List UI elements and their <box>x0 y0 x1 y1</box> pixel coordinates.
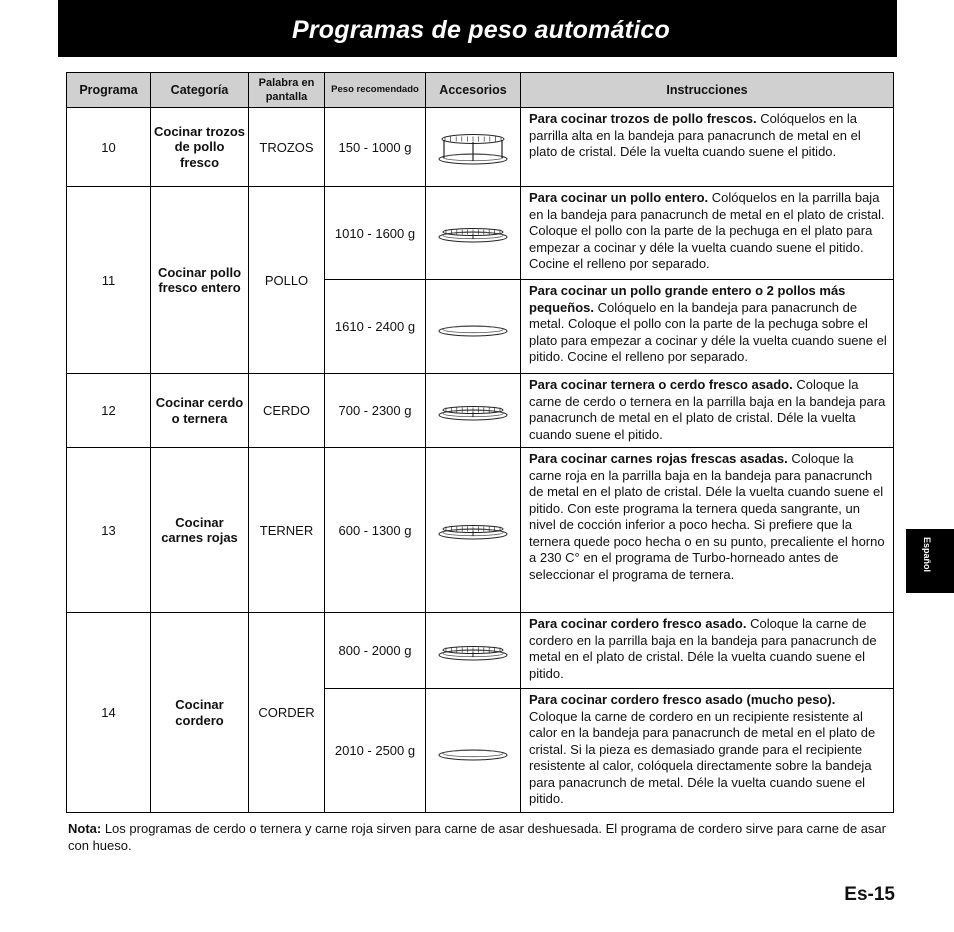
header-categoria: Categoría <box>151 73 249 108</box>
categoria-cell: Cocinar trozos de pollo fresco <box>151 108 249 187</box>
low-rack-on-tray-icon <box>435 631 511 671</box>
instruction-heading: Para cocinar un pollo entero. <box>529 190 709 205</box>
low-rack-on-tray-icon <box>435 213 511 253</box>
language-tab <box>906 529 954 593</box>
instruction-text: Colóquelos en la parrilla alta en la bandeja para panacrunch de metal en el plato de cristal. Déle la vuelta cuando suene el pitido. <box>529 111 861 159</box>
instruction-text: Coloque la carne de cordero en la parrilla baja en la bandeja para panacrunch de metal en el plato de cristal. Déle la vuelta cuando suene el pitido. <box>529 616 877 681</box>
note-text: Los programas de cerdo o ternera y carne roja sirven para carne de asar deshuesada. El programa de cordero sirve para carne de asar con hueso. <box>68 821 886 853</box>
header-programa: Programa <box>67 73 151 108</box>
table-row <box>67 108 894 187</box>
instruction-text: Colóquelo en la bandeja para panacrunch de metal. Coloque el pollo con la parte de la pechuga sobre el plato para empezar a cocinar y déle la vuelta cuando suene el pitido. Cocine el relleno por separado. <box>529 299 887 364</box>
page-title: Programas de peso automático <box>292 16 670 44</box>
header-palabra: Palabra en pantalla <box>249 73 325 108</box>
instruction-heading: Para cocinar cordero fresco asado (mucho peso). <box>529 692 836 707</box>
table-header-row <box>67 73 894 108</box>
palabra-cell: TERNER <box>249 448 325 613</box>
palabra-cell: TROZOS <box>249 108 325 187</box>
accesorios-cell <box>426 613 521 689</box>
accesorios-cell <box>426 108 521 187</box>
high-rack-on-tray-icon <box>435 127 511 167</box>
palabra-cell: POLLO <box>249 187 325 374</box>
instruction-heading: Para cocinar ternera o cerdo fresco asado. <box>529 377 793 392</box>
table-row <box>67 187 894 280</box>
table-body <box>67 108 894 813</box>
programa-cell: 12 <box>67 374 151 448</box>
instrucciones-cell <box>521 689 894 813</box>
header-accesorios: Accesorios <box>426 73 521 108</box>
instruction-heading: Para cocinar un pollo grande entero o 2 pollos más pequeños. <box>529 283 846 315</box>
accesorios-cell <box>426 689 521 813</box>
instruction-text: Coloque la carne roja en la parrilla baja en la bandeja para panacrunch de metal en el plato de cristal. Déle la vuelta cuando suene el pitido. Con este programa la ternera queda sangrante, un nivel de cocción inferior a poco hecha. Si prefiere que la ternera quede poco hecha o en su punto, precaliente el horno a 230 C° en el programa de Turbo-horneado antes de seleccionar el programa de ternera. <box>529 451 885 582</box>
peso-cell: 150 - 1000 g <box>325 108 426 187</box>
programa-cell: 14 <box>67 613 151 813</box>
palabra-cell: CORDER <box>249 613 325 813</box>
programa-cell: 10 <box>67 108 151 187</box>
instruction-text: Coloque la carne de cerdo o ternera en la parrilla baja en la bandeja para panacrunch de metal en el plato de cristal. Déle la vuelta cuando suene el pitido. <box>529 377 886 442</box>
header-peso: Peso recomendado <box>325 73 426 108</box>
accesorios-cell <box>426 448 521 613</box>
instrucciones-cell <box>521 374 894 448</box>
instrucciones-cell <box>521 448 894 613</box>
categoria-cell: Cocinar pollo fresco entero <box>151 187 249 374</box>
table-row <box>67 613 894 689</box>
programa-cell: 13 <box>67 448 151 613</box>
instrucciones-cell <box>521 108 894 187</box>
categoria-cell: Cocinar cordero <box>151 613 249 813</box>
page-number: Es-15 <box>844 884 895 905</box>
tray-only-icon <box>435 307 511 347</box>
note-label: Nota: <box>68 821 102 836</box>
header-instrucciones: Instrucciones <box>521 73 894 108</box>
instrucciones-cell <box>521 280 894 374</box>
palabra-cell: CERDO <box>249 374 325 448</box>
language-tab-label: Español <box>922 537 932 573</box>
accesorios-cell <box>426 374 521 448</box>
programs-table <box>66 72 894 813</box>
table-row <box>67 374 894 448</box>
accesorios-cell <box>426 187 521 280</box>
table-row <box>67 448 894 613</box>
low-rack-on-tray-icon <box>435 510 511 550</box>
instruction-heading: Para cocinar carnes rojas frescas asadas. <box>529 451 788 466</box>
instrucciones-cell <box>521 613 894 689</box>
accesorios-cell <box>426 280 521 374</box>
instruction-heading: Para cocinar cordero fresco asado. <box>529 616 747 631</box>
peso-cell: 700 - 2300 g <box>325 374 426 448</box>
categoria-cell: Cocinar cerdo o ternera <box>151 374 249 448</box>
title-bar <box>58 0 897 57</box>
programa-cell: 11 <box>67 187 151 374</box>
peso-cell: 2010 - 2500 g <box>325 689 426 813</box>
low-rack-on-tray-icon <box>435 391 511 431</box>
categoria-cell: Cocinar carnes rojas <box>151 448 249 613</box>
peso-cell: 1610 - 2400 g <box>325 280 426 374</box>
instrucciones-cell <box>521 187 894 280</box>
note <box>68 820 894 854</box>
peso-cell: 800 - 2000 g <box>325 613 426 689</box>
tray-only-icon <box>435 731 511 771</box>
instruction-heading: Para cocinar trozos de pollo frescos. <box>529 111 757 126</box>
instruction-text: Colóquelos en la parrilla baja en la bandeja para panacrunch de metal en el plato de cristal. Coloque el pollo con la parte de la pechuga en el plato para empezar a cocinar y déle la vuelta cuando suene el pitido. Cocine el relleno por separado. <box>529 190 885 271</box>
instruction-text: Coloque la carne de cordero en un recipiente resistente al calor en la bandeja para panacrunch de metal en el plato de cristal. Si la pieza es demasiado grande para el recipiente resistente al calor, colóquela directamente sobre la bandeja para panacrunch de metal. Déle la vuelta cuando suene el pitido. <box>529 708 876 806</box>
peso-cell: 600 - 1300 g <box>325 448 426 613</box>
peso-cell: 1010 - 1600 g <box>325 187 426 280</box>
